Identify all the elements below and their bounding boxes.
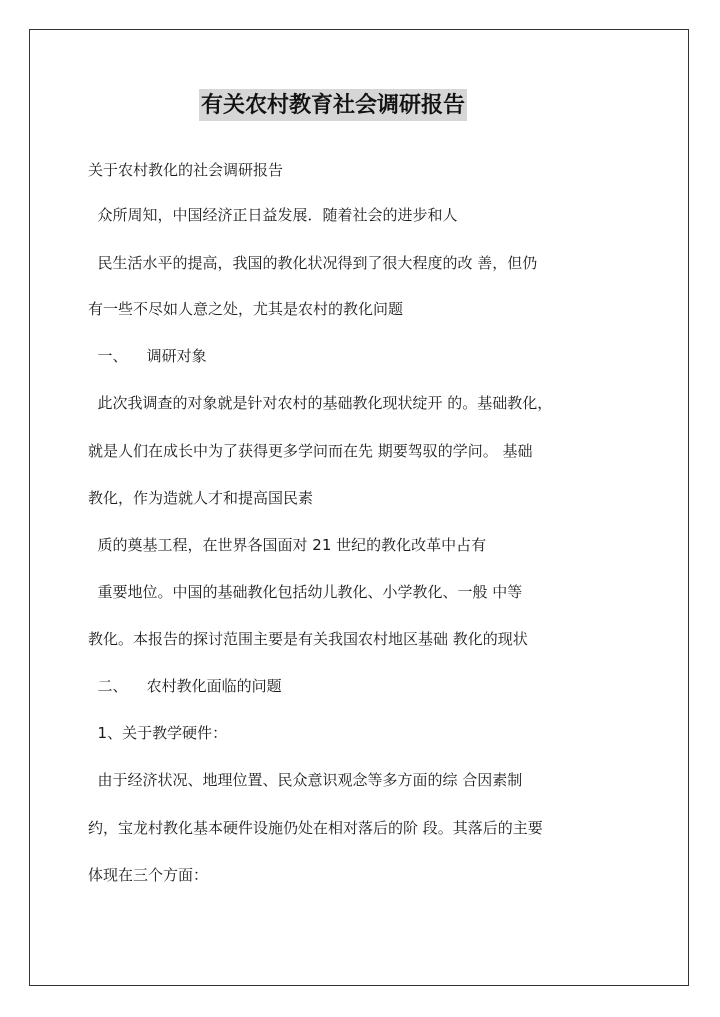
text-line-14: 由于经济状况、地理位置、民众意识观念等多方面的综 合因素制 bbox=[88, 771, 523, 789]
text-line-2: 众所周知，中国经济正日益发展．随着社会的进步和人 bbox=[88, 206, 458, 224]
text-line-13: 1、关于教学硬件： bbox=[88, 724, 228, 742]
text-line-10: 重要地位。中国的基础教化包括幼儿教化、小学教化、一般 中等 bbox=[88, 583, 523, 601]
text-line-6: 此次我调查的对象就是针对农村的基础教化现状绽开 的。基础教化， bbox=[88, 394, 553, 412]
text-line-9: 质的奠基工程，在世界各国面对 21 世纪的教化改革中占有 bbox=[88, 536, 487, 554]
text-line-11: 教化。本报告的探讨范围主要是有关我国农村地区基础 教化的现状 bbox=[88, 630, 528, 648]
text-line-4: 有一些不尽如人意之处，尤其是农村的教化问题 bbox=[88, 300, 404, 318]
text-line-7: 就是人们在成长中为了获得更多学问而在先 期要驾驭的学问。 基础 bbox=[88, 442, 533, 460]
text-line-3: 民生活水平的提高，我国的教化状况得到了很大程度的改 善，但仍 bbox=[88, 254, 538, 272]
document-title: 有关农村教育社会调研报告 bbox=[199, 89, 467, 121]
text-line-12: 二、 农村教化面临的问题 bbox=[88, 677, 282, 695]
text-line-15: 约，宝龙村教化基本硬件设施仍处在相对落后的阶 段。其落后的主要 bbox=[88, 819, 543, 837]
text-line-1: 关于农村教化的社会调研报告 bbox=[88, 161, 284, 179]
text-line-5: 一、 调研对象 bbox=[88, 347, 207, 365]
text-line-8: 教化，作为造就人才和提高国民素 bbox=[88, 489, 314, 507]
text-line-16: 体现在三个方面： bbox=[88, 866, 209, 884]
